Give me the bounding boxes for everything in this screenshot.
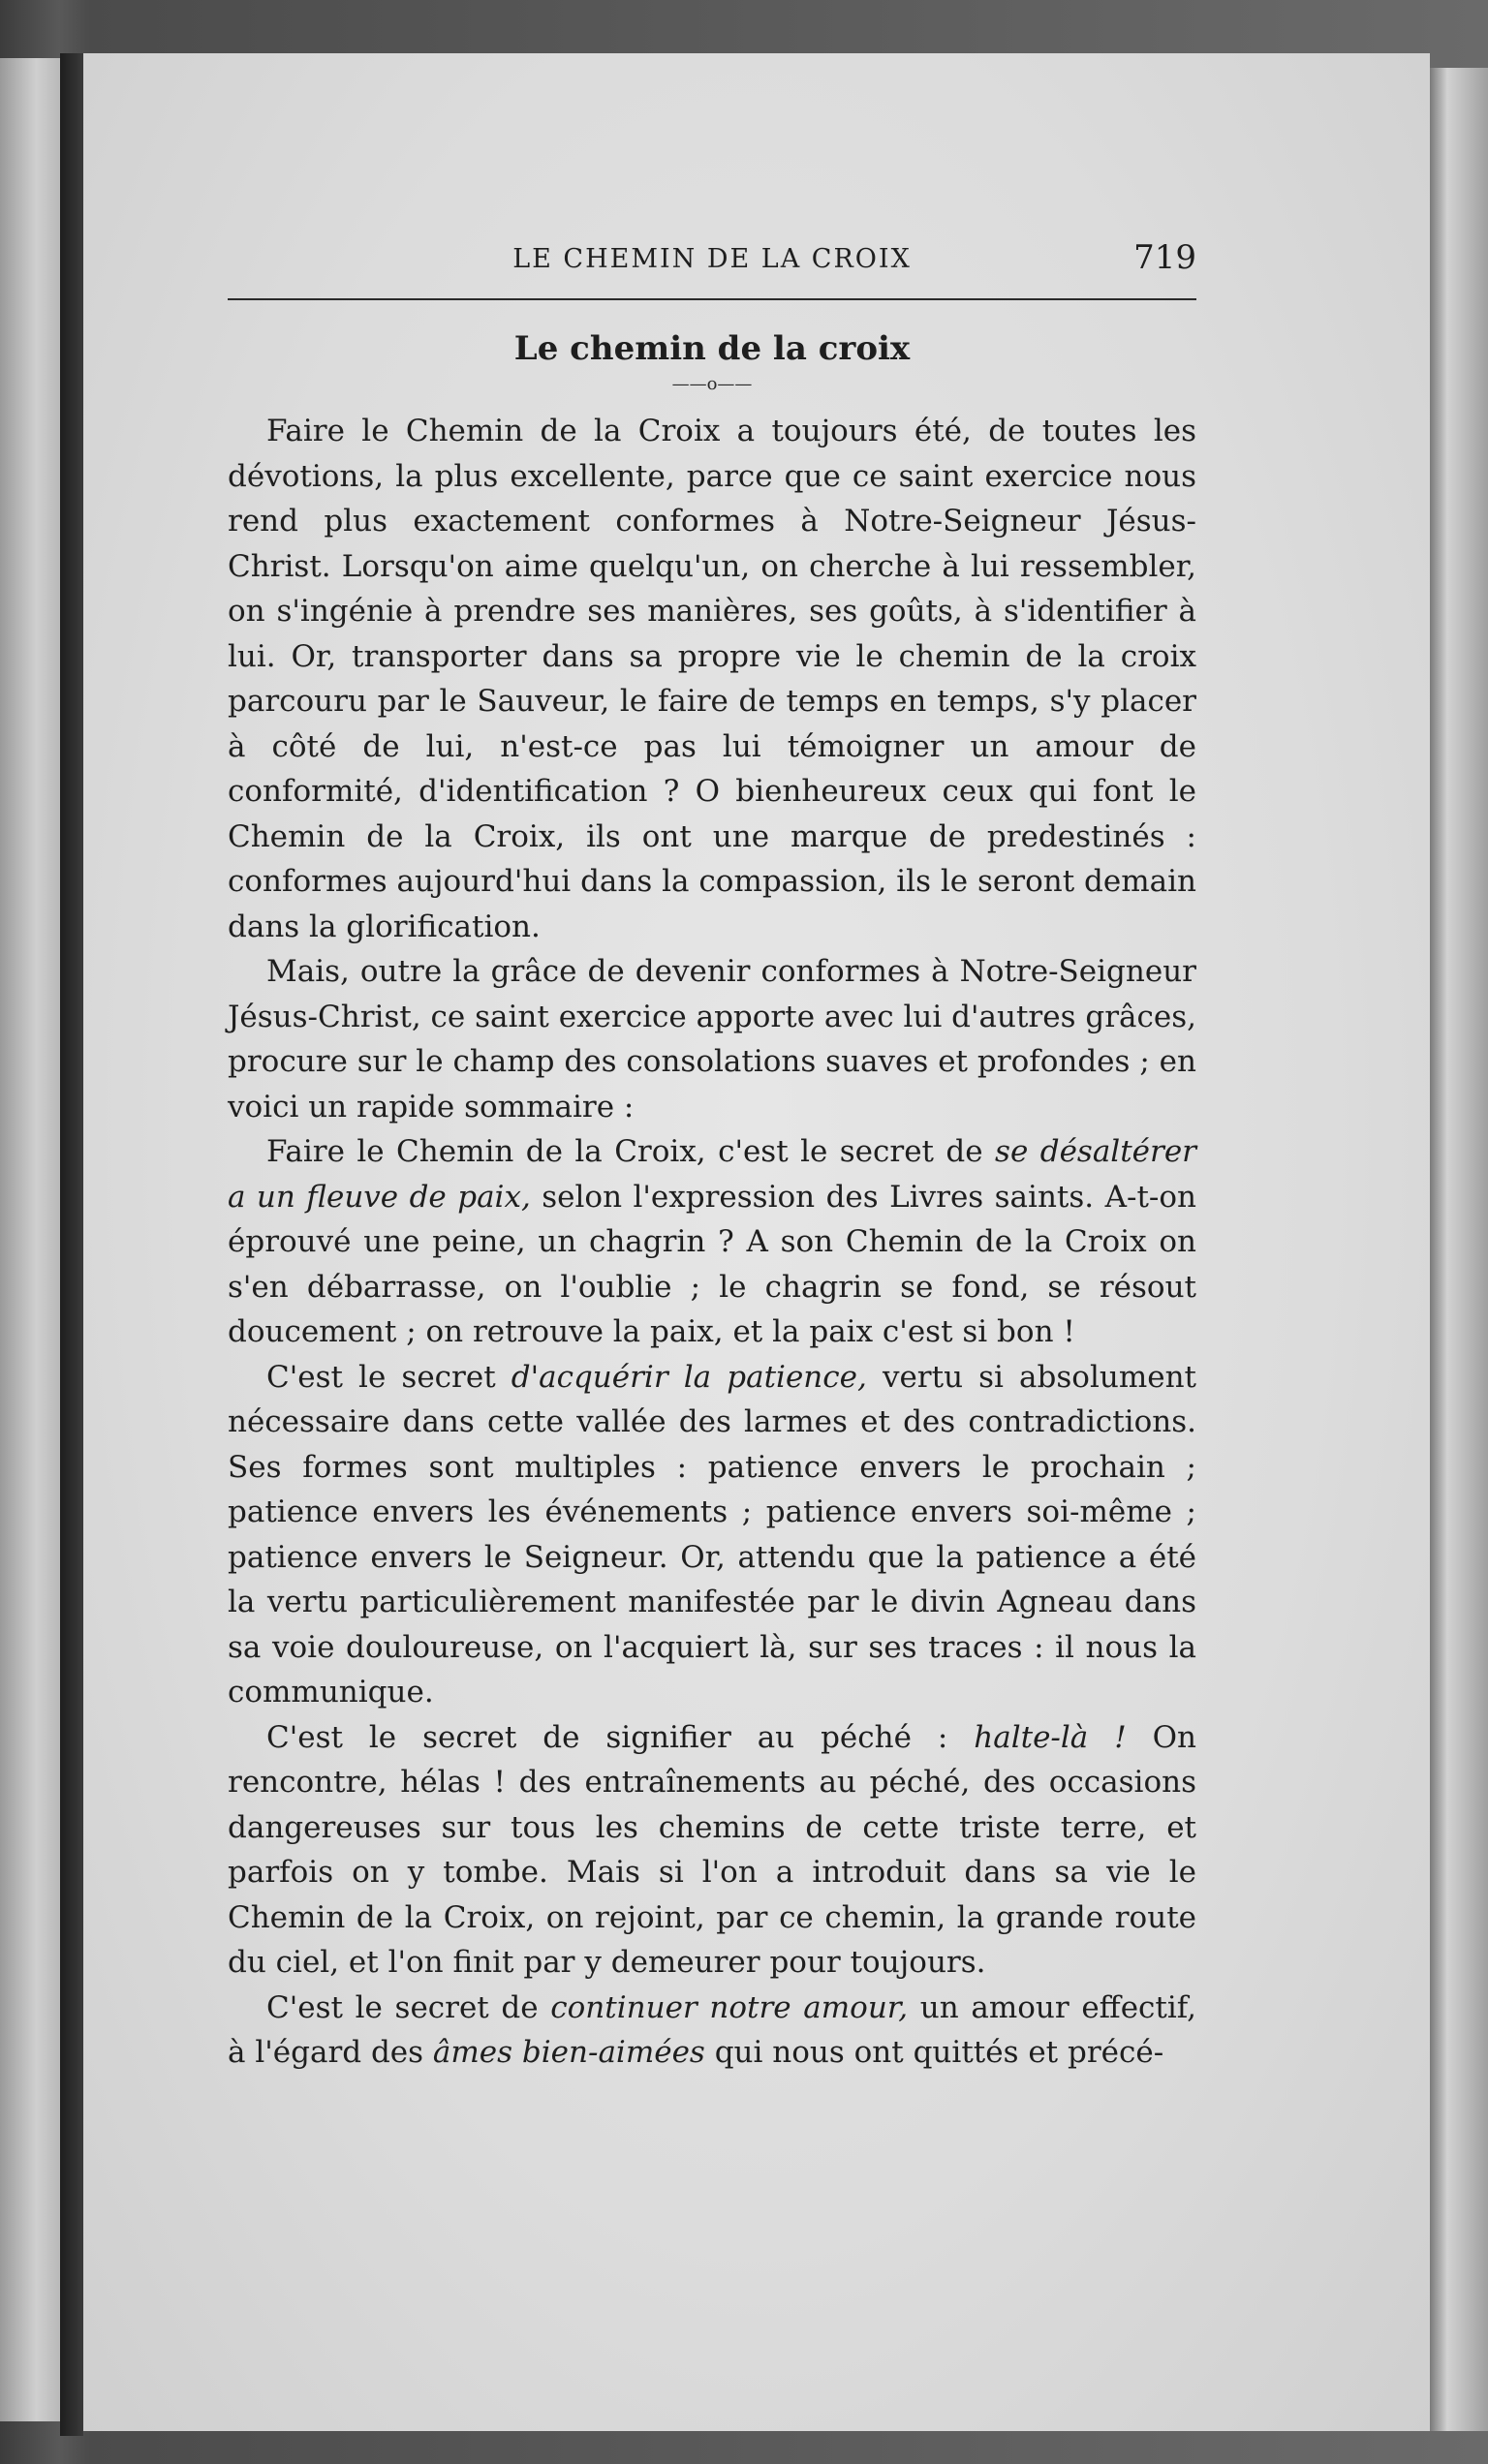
page-text-block [228,232,1196,2076]
header-rule [228,298,1196,300]
paragraph-6 [228,1986,1196,2076]
running-title: LE CHEMIN DE LA CROIX [512,244,912,274]
paragraph-4 [228,1355,1196,1715]
title-ornament: ——o—— [671,374,753,394]
previous-page-edge [0,58,60,2421]
paragraph-3 [228,1129,1196,1355]
paragraph-4-emphasis: d'acquérir la patience, [511,1359,867,1395]
paragraph-5-emphasis: halte-là ! [974,1719,1127,1755]
paragraph-6-text-c: qui nous ont quittés et précé- [704,2035,1164,2070]
paragraph-1: Faire le Chemin de la Croix a toujours été, de toutes les dévotions, la plus excellente, parce que ce saint exercice nous rend plus exactement conformes à Notre-Seigneur Jésus-Christ. Lorsqu'on aime quelqu'un, on cherche à lui ressembler, on s'ingénie à prendre ses manières, ses goûts, à s'identifier à lui. Or, transporter dans sa propre vie le chemin de la croix parcouru par le Sauveur, le faire de temps en temps, s'y placer à côté de lui, n'est-ce pas lui témoigner un amour de conformité, d'identification ? O bienheureux ceux qui font le Chemin de la Croix, ils ont une marque de predestinés : conformes aujourd'hui dans la compassion, ils le seront demain dans la glorification. [228,414,1196,944]
page-stack-edge [1430,68,1488,2431]
paragraph-6-text-a: C'est le secret de [266,1989,551,2025]
page-number: 719 [1133,238,1196,277]
paragraph-2: Mais, outre la grâce de devenir conformes à Notre-Seigneur Jésus-Christ, ce saint exercice apporte avec lui d'autres grâces, procure sur le champ des consolations suaves et profondes ; en voici un rapide sommaire : [228,954,1196,1124]
running-head [228,232,1196,291]
paragraph-3-text-b: selon l'expression des Livres saints. A-t-on éprouvé une peine, un chagrin ? A son Chemin de la Croix on s'en débarrasse, on l'oublie ; le chagrin se fond, se résout doucement ; on retrouve la paix, et la paix c'est si bon ! [228,1179,1197,1349]
paragraph-6-text-b: un amour effectif, à l'égard des [228,1989,1196,2070]
paragraph-3-emphasis: se désaltérer a un fleuve de paix, [228,1134,1197,1215]
paragraph-4-text-a: C'est le secret [266,1359,512,1395]
paragraph-6-emphasis-2: âmes bien-aimées [432,2035,705,2070]
paragraph-4-text-b: vertu si absolument nécessaire dans cette vallée des larmes et des contradictions. Ses formes sont multiples : patience envers le prochain ; patience envers les événements ; patience envers soi-même ; patience envers le Seigneur. Or, attendu que la patience a été la vertu particulièrement manifestée par le divin Agneau dans sa voie douloureuse, on l'acquiert là, sur ses traces : il nous la communique. [228,1359,1197,1709]
paragraph-5-text-a: C'est le secret de signifier au péché : [266,1719,975,1755]
book-spine-shadow [60,53,83,2436]
paragraph-6-emphasis-1: continuer notre amour, [550,1989,909,2025]
paragraph-5-text-b: On rencontre, hélas ! des entraînements au péché, des occasions dangereuses sur tous les chemins de cette triste terre, et parfois on y tombe. Mais si l'on a introduit dans sa vie le Chemin de la Croix, on rejoint, par ce chemin, la grande route du ciel, et l'on finit par y demeurer pour toujours. [228,1719,1196,1980]
paragraph-5 [228,1715,1196,1986]
paragraph-3-text-a: Faire le Chemin de la Croix, c'est le secret de [266,1134,996,1169]
article-title: Le chemin de la croix [513,329,911,368]
